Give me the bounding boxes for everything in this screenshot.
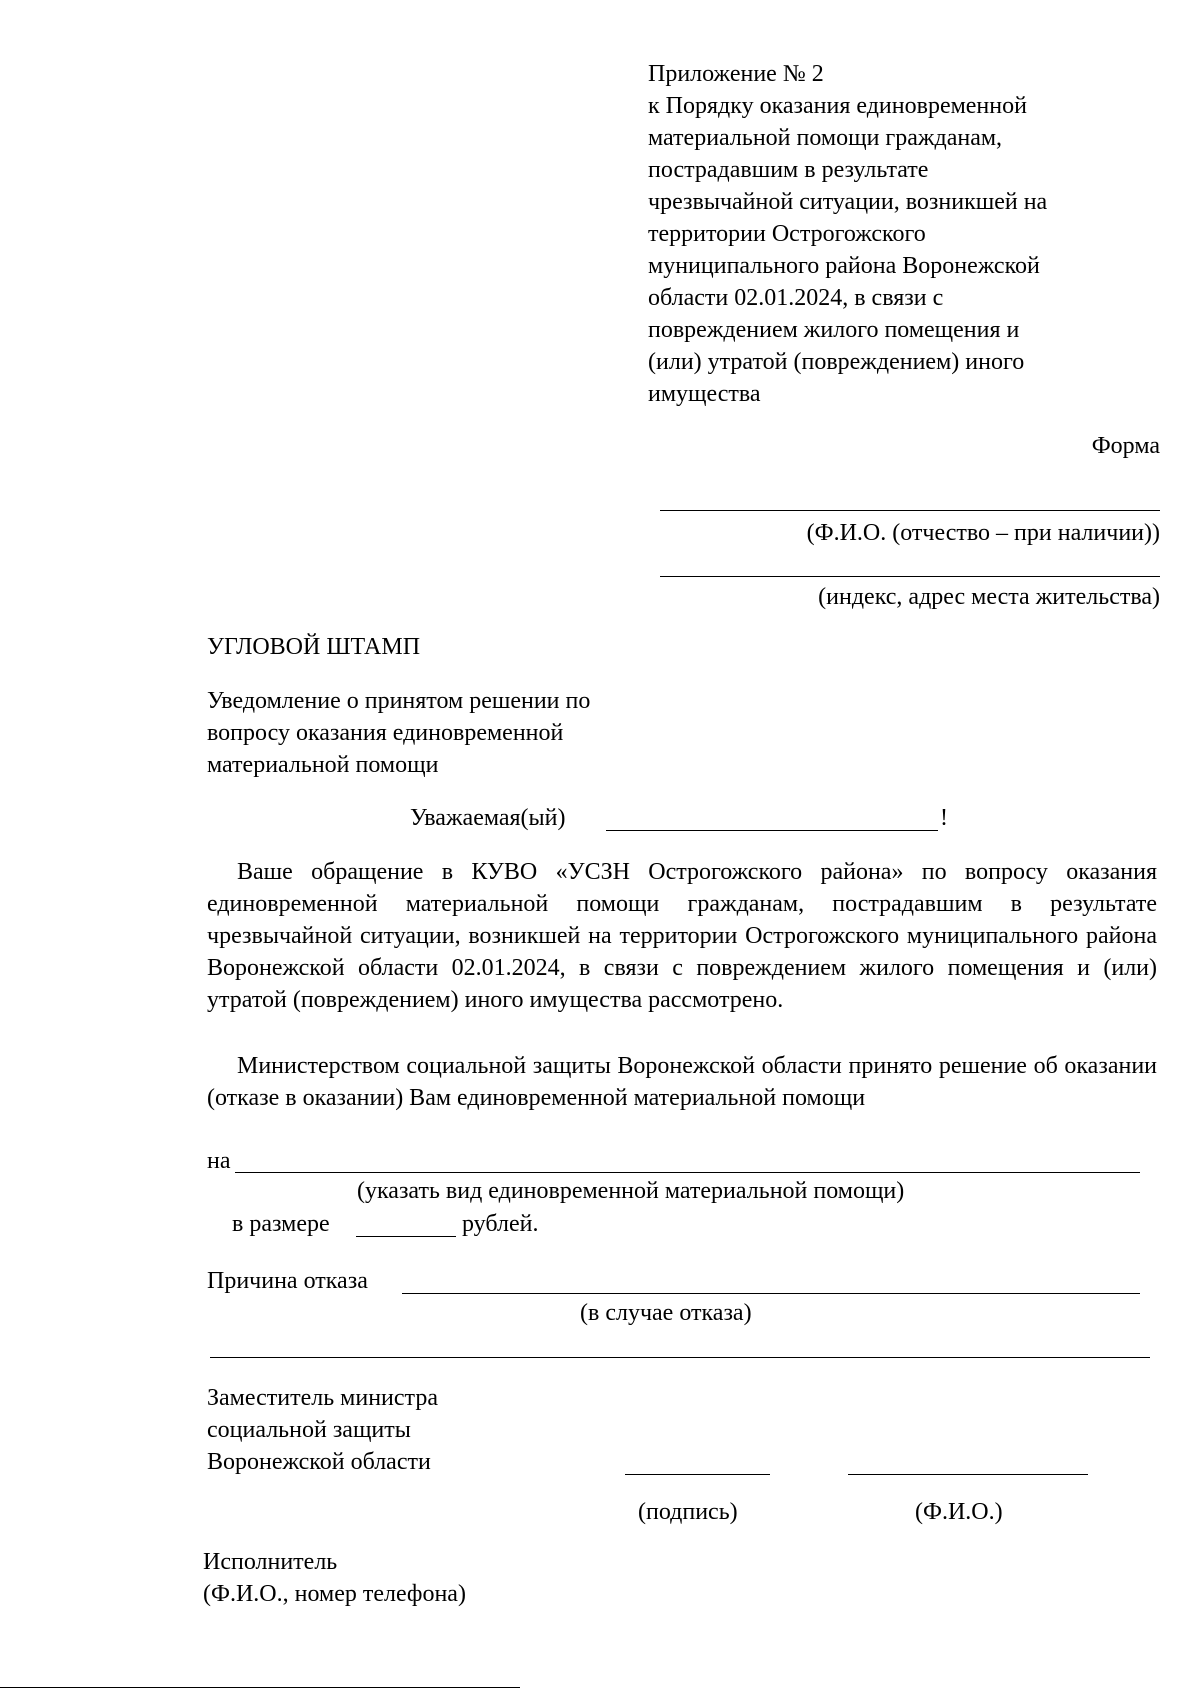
appendix-line: имущества bbox=[648, 381, 761, 407]
body-paragraph-2: Министерством социальной защиты Воронежской области принято решение об оказании (отказе в оказании) Вам единовременной материальной помощи bbox=[207, 1053, 1157, 1111]
assistance-type-caption: (указать вид единовременной материальной помощи) bbox=[357, 1178, 905, 1204]
notice-title-line: вопросу оказания единовременной bbox=[207, 720, 564, 746]
appendix-line: материальной помощи гражданам, bbox=[648, 125, 1003, 151]
appendix-line: повреждением жилого помещения и bbox=[648, 317, 1020, 343]
appendix-line: к Порядку оказания единовременной bbox=[648, 93, 1027, 119]
appendix-line: муниципального района Воронежской bbox=[648, 253, 1040, 279]
appendix-line: области 02.01.2024, в связи с bbox=[648, 285, 944, 311]
recipient-fio-caption: (Ф.И.О. (отчество – при наличии)) bbox=[806, 520, 1160, 546]
notice-title-line: Уведомление о принятом решении по bbox=[207, 688, 591, 714]
refusal-label: Причина отказа bbox=[207, 1268, 368, 1294]
amount-line[interactable] bbox=[356, 1236, 456, 1237]
amount-suffix: рублей. bbox=[462, 1211, 539, 1237]
notice-title bbox=[207, 685, 707, 781]
appendix-line: пострадавшим в результате bbox=[648, 157, 929, 183]
footer-rule bbox=[0, 1687, 520, 1688]
signatory-name-line[interactable] bbox=[848, 1474, 1088, 1475]
greeting-suffix: ! bbox=[940, 805, 948, 831]
position-line: Заместитель министра bbox=[207, 1385, 438, 1411]
appendix-line: территории Острогожского bbox=[648, 221, 926, 247]
amount-prefix: в размере bbox=[232, 1211, 330, 1237]
refusal-extra-line[interactable] bbox=[210, 1357, 1150, 1358]
recipient-address-caption: (индекс, адрес места жительства) bbox=[818, 584, 1160, 610]
appendix-header bbox=[648, 58, 1168, 410]
appendix-line: чрезвычайной ситуации, возникшей на bbox=[648, 189, 1048, 215]
signatory-name-caption: (Ф.И.О.) bbox=[915, 1499, 1003, 1525]
body-paragraph-1: Ваше обращение в КУВО «УСЗН Острогожского района» по вопросу оказания единовременной материальной помощи гражданам, пострадавшим в результате чрезвычайной ситуации, возникшей на территории Острогожского муниципального района Воронежской области 02.01.2024, в связи с повреждением жилого помещения и (или) утратой (повреждением) иного имущества рассмотрено. bbox=[207, 859, 1157, 1013]
greeting-prefix: Уважаемая(ый) bbox=[410, 805, 566, 831]
form-label: Форма bbox=[1091, 433, 1160, 459]
greeting-name-line[interactable] bbox=[606, 830, 938, 831]
signature-line[interactable] bbox=[625, 1474, 770, 1475]
corner-stamp: УГЛОВОЙ ШТАМП bbox=[207, 634, 421, 660]
recipient-fio-line[interactable] bbox=[660, 510, 1160, 511]
recipient-address-line[interactable] bbox=[660, 576, 1160, 577]
notice-title-line: материальной помощи bbox=[207, 752, 439, 778]
on-label: на bbox=[207, 1148, 231, 1174]
executor-caption: (Ф.И.О., номер телефона) bbox=[203, 1581, 466, 1607]
appendix-line: (или) утратой (повреждением) иного bbox=[648, 349, 1025, 375]
signatory-position bbox=[207, 1382, 607, 1478]
appendix-line: Приложение № 2 bbox=[648, 61, 824, 87]
signature-caption: (подпись) bbox=[638, 1499, 738, 1525]
position-line: социальной защиты bbox=[207, 1417, 411, 1443]
refusal-caption: (в случае отказа) bbox=[580, 1300, 752, 1326]
executor-label: Исполнитель bbox=[203, 1549, 338, 1575]
position-line: Воронежской области bbox=[207, 1449, 431, 1475]
refusal-reason-line[interactable] bbox=[402, 1293, 1140, 1294]
assistance-type-line[interactable] bbox=[235, 1172, 1140, 1173]
